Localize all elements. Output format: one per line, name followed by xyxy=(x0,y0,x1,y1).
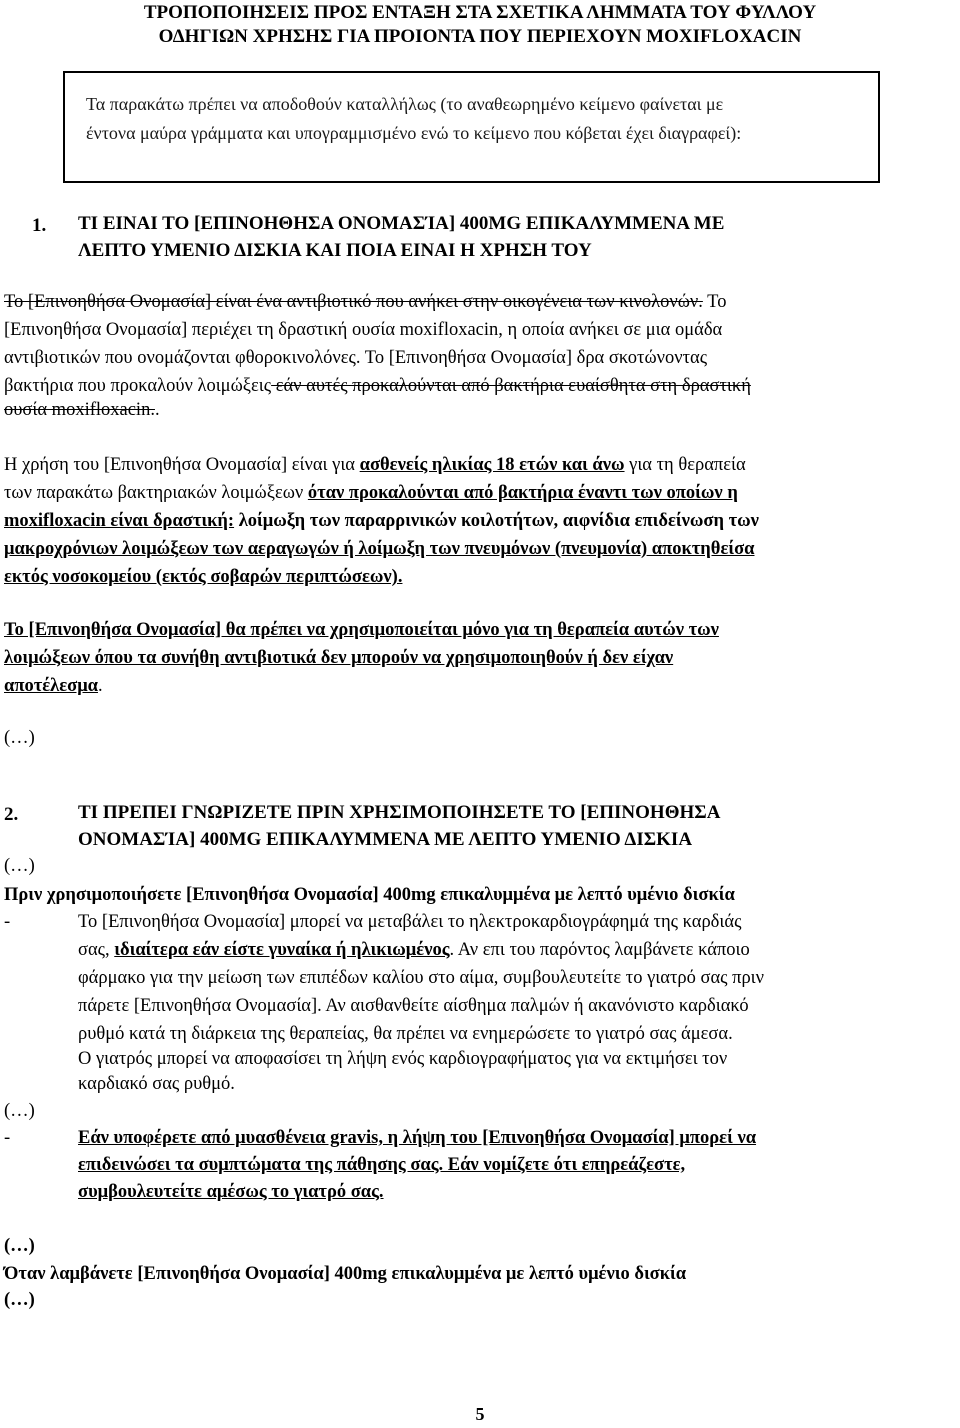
bullet-2-line-1: Εάν υποφέρετε από μυασθένεια gravis, η λήψη του [Επινοηθήσα Ονομασία] μπορεί να xyxy=(78,1128,757,1148)
inserted-text: moxifloxacin είναι δραστική: xyxy=(4,511,235,531)
paragraph-1-line-4 xyxy=(4,374,751,398)
page-number: 5 xyxy=(475,1404,485,1424)
ellipsis: (…) xyxy=(4,1101,35,1121)
text: Η χρήση του [Επινοηθήσα Ονομασία] είναι για xyxy=(4,455,360,475)
paragraph-1-line-1 xyxy=(4,290,726,314)
ellipsis: (…) xyxy=(4,856,35,876)
bullet-1-line-7: καρδιακό σας ρυθμό. xyxy=(78,1074,235,1094)
bullet-1-line-4: πάρετε [Επινοηθήσα Ονομασία]. Αν αισθανθείτε αίσθημα παλμών ή ακανόνιστο καρδιακό xyxy=(78,996,749,1016)
bullet-2-line-2: επιδεινώσει τα συμπτώματα της πάθησης σας. Εάν νομίζετε ότι επηρεάζεστε, xyxy=(78,1155,686,1175)
text: για τη θεραπεία xyxy=(624,455,746,475)
inserted-text: λοίμωξη των παραρρινικών κοιλοτήτων, αιφνίδια επιδείνωση των xyxy=(234,511,759,531)
ellipsis: (…) xyxy=(4,1236,35,1256)
text: σας, xyxy=(78,940,115,960)
ellipsis: (…) xyxy=(4,728,35,748)
paragraph-3-line-2: λοιμώξεων όπου τα συνήθη αντιβιοτικά δεν μπορούν να χρησιμοποιηθούν ή δεν είχαν xyxy=(4,648,674,668)
paragraph-2-line-2 xyxy=(4,481,738,505)
ellipsis: (…) xyxy=(4,1290,35,1310)
paragraph-1-line-3: αντιβιοτικών που ονομάζονται φθοροκινολόνες. Το [Επινοηθήσα Ονομασία] δρα σκοτώνοντας xyxy=(4,348,708,368)
bullet-1-line-5: ρυθμό κατά τη διάρκεια της θεραπείας, θα πρέπει να ενημερώσετε το γιατρό σας άμεσα. xyxy=(78,1024,733,1044)
bullet-1-line-6: Ο γιατρός μπορεί να αποφασίσει τη λήψη ενός καρδιογραφήματος για να εκτιμήσει τον xyxy=(78,1049,728,1069)
section-1-heading-line-2: ΛΕΠΤΟ ΥΜΕΝΙΟ ΔΙΣΚΙΑ ΚΑΙ ΠΟΙΑ ΕΙΝΑΙ Η ΧΡΗΣΗ ΤΟΥ xyxy=(78,240,592,261)
section-2-heading-line-1: ΤΙ ΠΡΕΠΕΙ ΓΝΩΡΙΖΕΤΕ ΠΡΙΝ ΧΡΗΣΙΜΟΠΟΙΗΣΕΤΕ ΤΟ [ΕΠΙΝΟΗΘΗΣΑ xyxy=(78,802,721,823)
deleted-text: Το [Επινοηθήσα Ονομασία] είναι ένα αντιβιοτικό που ανήκει στην οικογένεια των κινολονών. xyxy=(4,292,703,312)
text: . xyxy=(98,676,103,696)
bullet-dash: - xyxy=(4,1128,11,1148)
note-line-2: έντονα μαύρα γράμματα και υπογραμμισμένο ενώ το κείμενο που κόβεται έχει διαγραφεί): xyxy=(86,123,742,143)
bullet-dash: - xyxy=(4,912,11,932)
paragraph-2-line-4: μακροχρόνιων λοιμώξεων των αεραγωγών ή λοίμωξη των πνευμόνων (πνευμονία) αποκτηθείσα xyxy=(4,539,755,559)
section-2-number: 2. xyxy=(4,804,19,825)
document-title-line-1: ΤΡΟΠΟΠΟΙΗΣΕΙΣ ΠΡΟΣ ΕΝΤΑΞΗ ΣΤΑ ΣΧΕΤΙΚΑ ΛΗΜΜΑΤΑ ΤΟΥ ΦΥΛΛΟΥ xyxy=(143,2,817,23)
paragraph-3-line-1: Το [Επινοηθήσα Ονομασία] θα πρέπει να χρησιμοποιείται μόνο για τη θεραπεία αυτών των xyxy=(4,620,719,640)
text: . Αν επι του παρόντος λαμβάνετε κάποιο xyxy=(449,940,750,960)
paragraph-3-line-3 xyxy=(4,674,103,698)
inserted-text: ιδιαίτερα εάν είστε γυναίκα ή ηλικιωμένος xyxy=(114,940,450,960)
section-2-subheading: Πριν χρησιμοποιήσετε [Επινοηθήσα Ονομασία] 400mg επικαλυμμένα με λεπτό υμένιο δισκία xyxy=(4,885,735,905)
inserted-text: αποτέλεσμα xyxy=(4,676,99,696)
inserted-text: όταν προκαλούνται από βακτήρια έναντι των οποίων η xyxy=(307,483,738,503)
deleted-text: ουσία moxifloxacin. xyxy=(4,400,155,420)
bullet-1-line-1: Το [Επινοηθήσα Ονομασία] μπορεί να μεταβάλει το ηλεκτροκαρδιογράφημά της καρδιάς xyxy=(78,912,742,932)
text: βακτήρια που προκαλούν λοιμώξεις xyxy=(4,376,272,396)
inserted-text: ασθενείς ηλικίας 18 ετών και άνω xyxy=(359,455,625,475)
text: . xyxy=(154,400,160,420)
paragraph-2-line-3 xyxy=(4,509,759,533)
document-title-line-2: ΟΔΗΓΙΩΝ ΧΡΗΣΗΣ ΓΙΑ ΠΡΟΙΟΝΤΑ ΠΟΥ ΠΕΡΙΕΧΟΥΝ MOXIFLOXACIN xyxy=(158,26,802,47)
bullet-1-line-2 xyxy=(78,938,750,962)
section-2-subheading-2: Όταν λαμβάνετε [Επινοηθήσα Ονομασία] 400mg επικαλυμμένα με λεπτό υμένιο δισκία xyxy=(4,1264,687,1284)
paragraph-1-line-5 xyxy=(4,398,160,422)
bullet-2-line-3: συμβουλευτείτε αμέσως το γιατρό σας. xyxy=(78,1182,384,1202)
text: Το xyxy=(702,292,727,312)
section-1-heading-line-1: ΤΙ ΕΙΝΑΙ ΤΟ [ΕΠΙΝΟΗΘΗΣΑ ΟΝΟΜΑΣΊΑ] 400MG ΕΠΙΚΑΛΥΜΜΕΝΑ ΜΕ xyxy=(78,213,725,234)
paragraph-2-line-1 xyxy=(4,453,746,477)
bullet-1-line-3: φάρμακο για την μείωση των επιπέδων καλίου στο αίμα, συμβουλευτείτε το γιατρό σας πριν xyxy=(78,968,765,988)
section-2-heading-line-2: ΟΝΟΜΑΣΊΑ] 400MG ΕΠΙΚΑΛΥΜΜΕΝΑ ΜΕ ΛΕΠΤΟ ΥΜΕΝΙΟ ΔΙΣΚΙΑ xyxy=(78,829,693,850)
paragraph-2-line-5: εκτός νοσοκομείου (εκτός σοβαρών περιπτώσεων). xyxy=(4,567,403,587)
note-line-1: Τα παρακάτω πρέπει να αποδοθούν καταλλήλως (το αναθεωρημένο κείμενο φαίνεται με xyxy=(86,94,724,114)
section-1-number: 1. xyxy=(32,215,47,236)
text: των παρακάτω βακτηριακών λοιμώξεων xyxy=(4,483,308,503)
paragraph-1-line-2: [Επινοηθήσα Ονομασία] περιέχει τη δραστική ουσία moxifloxacin, η οποία ανήκει σε μια ομάδα xyxy=(4,320,723,340)
deleted-text: εάν αυτές προκαλούνται από βακτήρια ευαίσθητα στη δραστική xyxy=(271,376,751,396)
